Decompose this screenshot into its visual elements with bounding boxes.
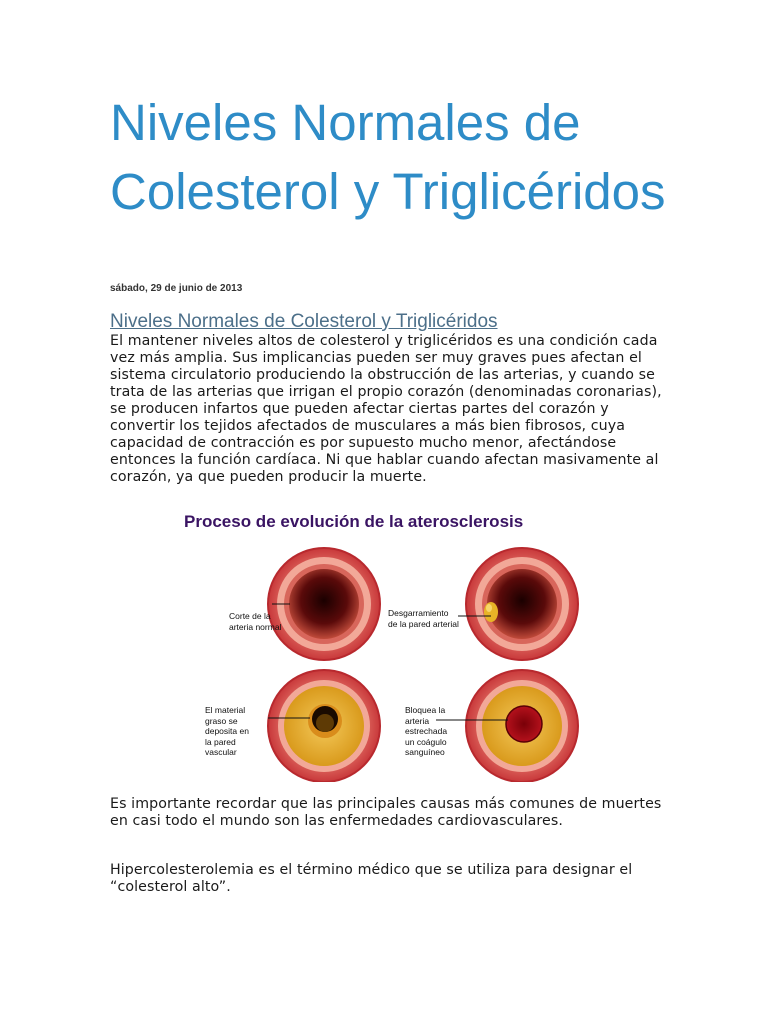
post-title-link[interactable]: Niveles Normales de Colesterol y Triglicéridos [110,311,498,332]
artery-blood-clot [466,670,578,782]
post-date: sábado, 29 de junio de 2013 [110,283,243,294]
artery-fat-deposit [268,670,380,782]
label-blood-clot: Bloquea la arteria estrechada un coágulo sanguíneo [405,705,448,757]
paragraph-intro: El mantener niveles altos de colesterol y triglicéridos es una condición cada vez más amplia. Sus implicancias pueden ser muy graves pues afectan el sistema circulatorio produciendo la obstrucción de las arterias, y cuando se trata de las arterias que irrigan el propio corazón (denominadas coronarias), se producen infartos que pueden afectar ciertas partes del corazón y convertir los tejidos afectados de musculares a más bien fibrosos, cuya capacidad de contracción es por supuesto mucho menor, afectándose entonces la función cardíaca. Ni que hablar cuando afectan masivamente al corazón, ya que pueden producir la muerte. [110,333,662,485]
label-torn-wall: Desgarramiento de la pared arterial [388,608,459,629]
figure-title: Proceso de evolución de la aterosclerosis [184,512,524,531]
atherosclerosis-figure [184,512,594,782]
label-normal-artery: Corte de la arteria normal [229,611,282,632]
paragraph-hypercholesterolemia: Hipercolesterolemia es el término médico que se utiliza para designar el “colesterol alto”. [110,862,633,895]
paragraph-causes: Es importante recordar que las principales causas más comunes de muertes en casi todo el mundo son las enfermedades cardiovasculares. [110,796,662,829]
page-title: Niveles Normales de Colesterol y Triglicéridos [110,94,666,220]
artery-torn-wall [466,548,578,660]
label-fat-deposit: El material graso se deposita en la pared vascular [205,705,249,757]
